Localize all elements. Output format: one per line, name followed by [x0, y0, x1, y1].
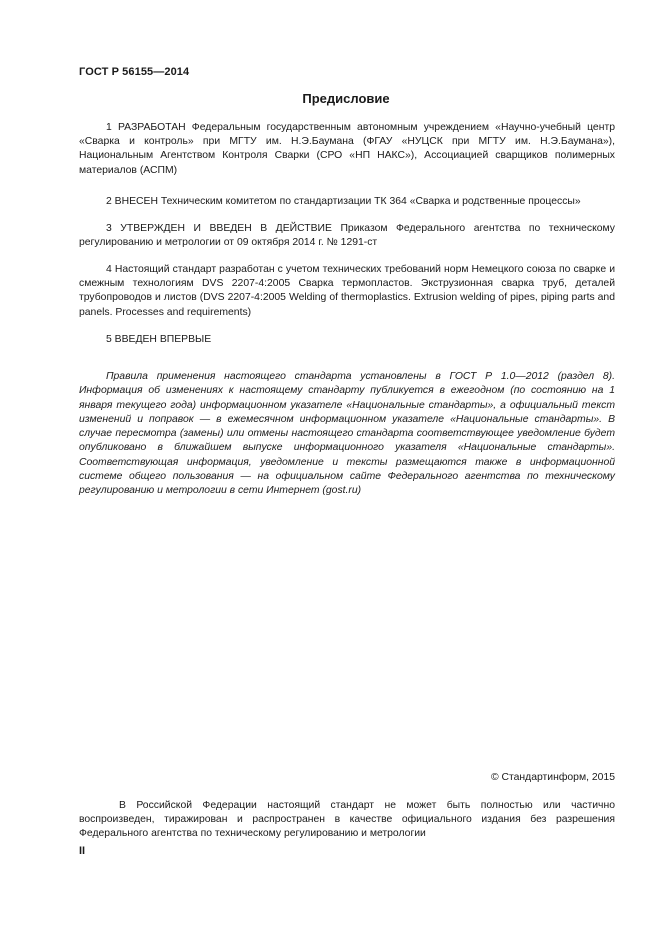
rules-notice: Правила применения настоящего стандарта установлены в ГОСТ Р 1.0—2012 (раздел 8). Информация об изменениях к настоящему стандарту публикуется в ежегодном (по состоянию на 1 января текущего года) информационном указателе «Национальные стандарты», а официальный текст изменений и поправок — в ежемесячном информационном указателе «Национальные стандарты». В случае пересмотра (замены) или отмены настоящего стандарта соответствующее уведомление будет опубликовано в ближайшем выпуске информационного указателя «Национальные стандарты». Соответствующая информация, уведомление и тексты размещаются также в информационной системе общего пользования — на официальном сайте Федерального агентства по техническому регулированию и метрологии в сети Интернет (gost.ru) [79, 371, 615, 497]
standard-code: ГОСТ Р 56155—2014 [79, 66, 190, 78]
preface-item-4: 4 Настоящий стандарт разработан с учетом технических требований норм Немецкого союза по сварке и смежным технологиям DVS 2207-4:2005 Сварка термопластов. Экструзионная сварка труб, деталей трубопроводов и листов (DVS 2207-4:2005 Welding of thermoplastics. Extrusion welding of pipes, piping parts and panels. Processes and requirements) [79, 264, 615, 318]
preface-item-1: 1 РАЗРАБОТАН Федеральным государственным автономным учреждением «Научно-учебный центр «Сварка и контроль» при МГТУ им. Н.Э.Баумана (ФГАУ «НУЦСК при МГТУ им. Н.Э.Баумана»), Национальным Агентством Контроля Сварки (СРО «НП НАКС»), Ассоциацией сварщиков полимерных материалов (АСПМ) [79, 122, 615, 176]
copyright: © Стандартинформ, 2015 [490, 772, 615, 783]
rights-notice: В Российской Федерации настоящий стандарт не может быть полностью или частично воспроизведен, тиражирован и распространен в качестве официального издания без разрешения Федерального агентства по техническому регулированию и метрологии [79, 800, 615, 840]
preface-title: Предисловие [302, 91, 390, 106]
preface-item-2: 2 ВНЕСЕН Техническим комитетом по стандартизации ТК 364 «Сварка и родственные процессы» [106, 196, 581, 207]
page-number: II [79, 845, 86, 857]
preface-item-5: 5 ВВЕДЕН ВПЕРВЫЕ [106, 334, 212, 345]
preface-item-3: 3 УТВЕРЖДЕН И ВВЕДЕН В ДЕЙСТВИЕ Приказом Федерального агентства по техническому регулированию и метрологии от 09 октября 2014 г. № 1291-ст [79, 223, 615, 249]
